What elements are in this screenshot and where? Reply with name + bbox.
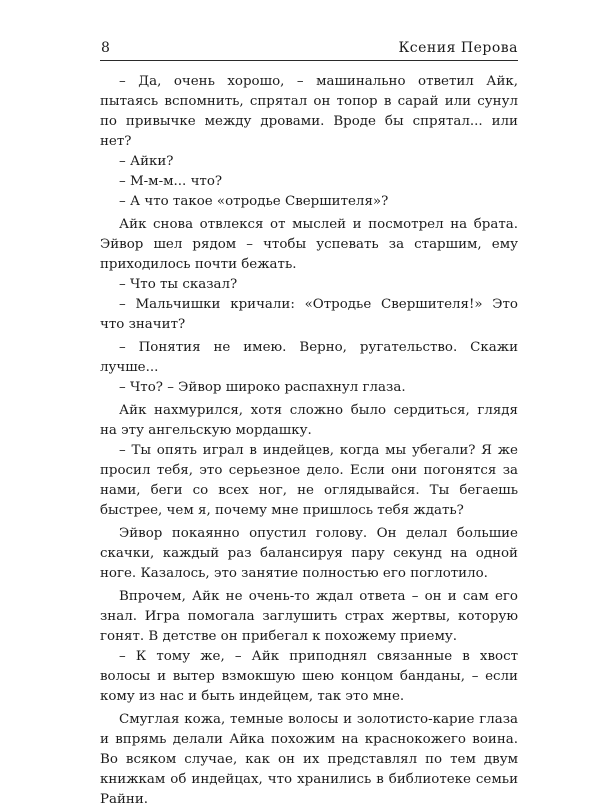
paragraph: – Понятия не имею. Верно, ругательство. Скажи лучше... [100,340,518,375]
running-title: Ксения Перова [398,40,518,56]
paragraph: – Что ты сказал? [119,277,238,292]
paragraph: – Айки? [119,154,174,169]
paragraph: Смуглая кожа, темные волосы и золотисто-карие глаза и впрямь делали Айка похожим на краснокожего воина. Во всяком случае, как он их представлял по тем двум книжкам об индейцах, что хранились в библиотеке семьи Райни. [100,712,518,807]
paragraph: – Мальчишки кричали: «Отродье Свершителя!» Это что значит? [100,297,518,332]
paragraph: – К тому же, – Айк приподнял связанные в хвост волосы и вытер взмокшую шею концом банданы, – если кому из нас и быть индейцем, так это мне. [100,649,518,704]
page-header [100,38,518,61]
paragraph: Айк снова отвлекся от мыслей и посмотрел на брата. Эйвор шел рядом – чтобы успевать за старшим, ему приходилось почти бежать. [100,217,518,272]
paragraph: Впрочем, Айк не очень-то ждал ответа – он и сам его знал. Игра помогала заглушить страх жертвы, которую гонят. В детстве он прибегал к похожему приему. [100,589,518,644]
paragraph: Эйвор покаянно опустил голову. Он делал большие скачки, каждый раз балансируя пару секунд на одной ноге. Казалось, это занятие полностью его поглотило. [100,526,518,581]
body-text [100,72,518,810]
page-number: 8 [101,40,110,56]
paragraph: – М-м-м... что? [119,174,223,189]
paragraph: – Ты опять играл в индейцев, когда мы убегали? Я же просил тебя, это серьезное дело. Если они погонятся за нами, беги со всех ног, не оглядывайся. Ты бегаешь быстрее, чем я, почему мне пришлось тебя ждать? [100,443,518,518]
paragraph: Айк нахмурился, хотя сложно было сердиться, глядя на эту ангельскую мордашку. [100,403,518,438]
paragraph: – А что такое «отродье Свершителя»? [119,194,389,209]
paragraph: – Да, очень хорошо, – машинально ответил Айк, пытаясь вспомнить, спрятал он топор в сарай или сунул по привычке между дровами. Вроде бы спрятал... или нет? [100,74,518,149]
paragraph: – Что? – Эйвор широко распахнул глаза. [119,380,406,395]
